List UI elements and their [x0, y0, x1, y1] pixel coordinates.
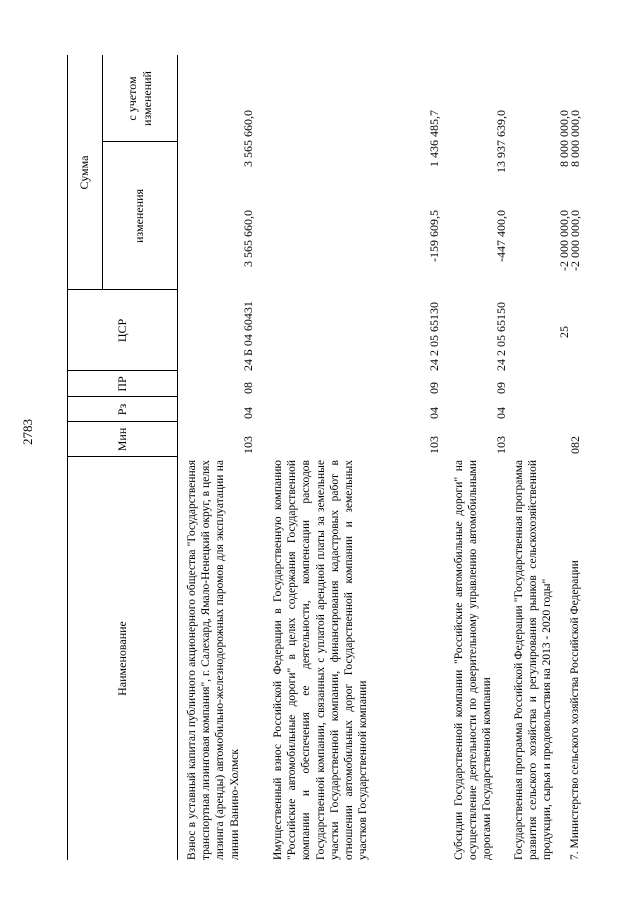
row-3-total: 13 937 639,0 — [494, 110, 508, 173]
header-rz: Рз — [114, 403, 129, 416]
row-2-name: Имущественный взнос Российской Федерации в Государственную компанию "Российские автомобильные дороги" в целях содержания Государственной компании и обеспечения ее деятельности, компенсации расходов Государственной компании, связанных с уплатой арендной платы за земельные участки Государственной компании, финансирования кадастровых работ в отношении автомобильных дорог Государственной компании и земельных участков Государственной компании — [272, 460, 370, 860]
row-5-min: 082 — [568, 436, 582, 454]
header-min: Мин — [114, 427, 129, 452]
row-1-total: 3 565 660,0 — [241, 110, 255, 167]
header-bottom-border — [177, 55, 178, 860]
row-2-min: 103 — [427, 436, 441, 454]
header-changes: изменения — [132, 188, 146, 244]
row-1-name: Взнос в уставный капитал публичного акционерного общества "Государственная транспортная лизинговая компания", г. Салехард, Ямало-Ненецкий округ, в целях лизинга (аренды) автомобильно-железнодорожных паромов для эксплуатации на линии Ванино-Холмск — [186, 460, 241, 860]
header-csr: ЦСР — [114, 318, 129, 343]
row-2-change: -159 609,5 — [427, 210, 441, 262]
row-2-csr: 24 2 05 65130 — [427, 302, 441, 371]
row-3-min: 103 — [494, 436, 508, 454]
row-1-change: 3 565 660,0 — [241, 210, 255, 267]
row-1-pr: 08 — [241, 382, 255, 394]
row-3-csr: 24 2 05 65150 — [494, 302, 508, 371]
row-2-total: 1 436 485,7 — [427, 110, 441, 167]
row-3-name: Субсидии Государственной компании "Российские автомобильные дороги" на осуществление деятельности по доверительному управлению автомобильными дорогами Государственной компании — [453, 460, 494, 860]
header-sum: Сумма — [77, 155, 91, 190]
header-pr: ПР — [114, 376, 129, 392]
rotated-budget-table — [60, 55, 580, 860]
row-1-rz: 04 — [241, 407, 255, 419]
header-with-changes: с учетом изменений — [124, 71, 154, 126]
row-5-name: 7. Министерство сельского хозяйства Российской Федерации — [569, 560, 581, 860]
row-2-rz: 04 — [427, 407, 441, 419]
row-3-pr: 09 — [494, 382, 508, 394]
row-3-change: -447 400,0 — [494, 210, 508, 262]
row-4-total: 8 000 000,0 — [557, 110, 571, 167]
row-4-name: Государственная программа Российской Федерации "Государственная программа развития сельского хозяйства и регулирования рынков сельскохозяйственной продукции, сырья и продовольствия на 2013 - 2020 годы" — [513, 460, 554, 860]
header-name: Наименование — [114, 621, 129, 696]
row-5-total: 8 000 000,0 — [568, 110, 582, 167]
row-5-change: -2 000 000,0 — [568, 210, 582, 271]
row-1-csr: 24 Б 04 60431 — [241, 301, 255, 371]
row-3-rz: 04 — [494, 407, 508, 419]
page-number: 2783 — [20, 419, 35, 445]
row-2-pr: 09 — [427, 382, 441, 394]
row-4-change: -2 000 000,0 — [557, 210, 571, 271]
row-4-csr: 25 — [557, 326, 571, 338]
row-1-min: 103 — [241, 436, 255, 454]
